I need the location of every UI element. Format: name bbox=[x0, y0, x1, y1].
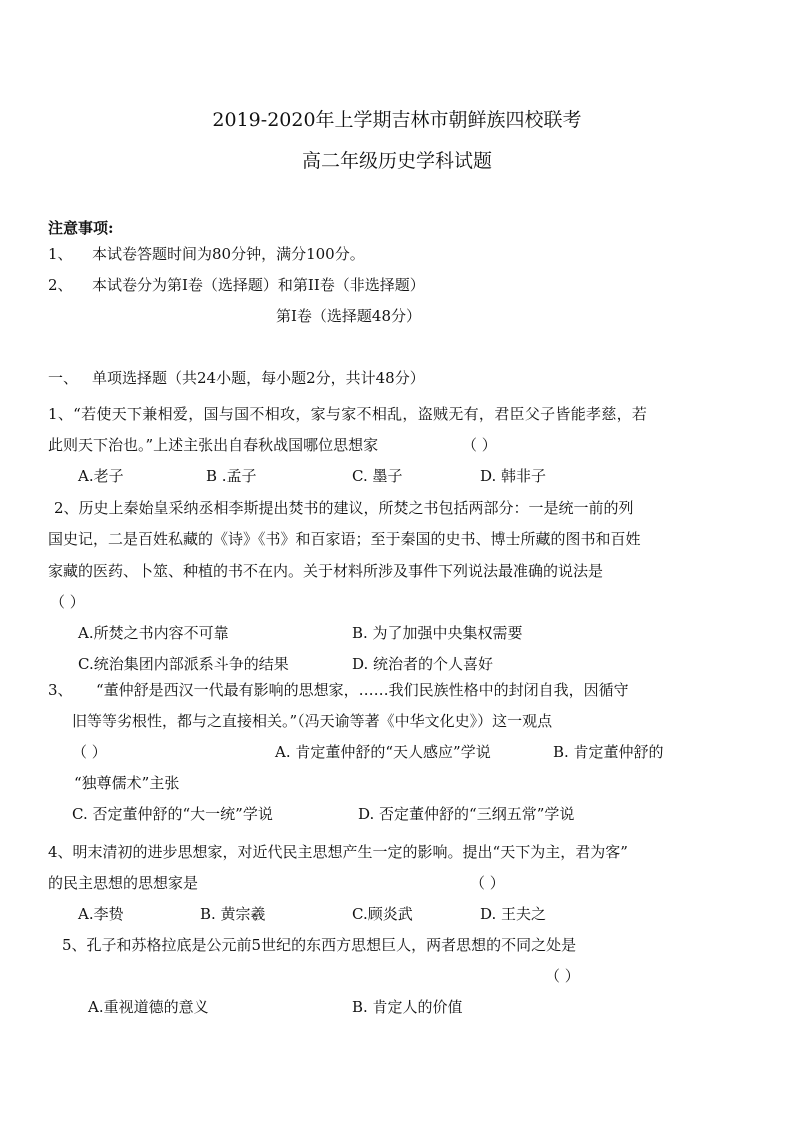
option-a: A.所焚之书内容不可靠 bbox=[78, 624, 229, 642]
question-text: 1、“若使天下兼相爱，国与国不相攻，家与家不相乱，盗贼无有，君臣父子皆能孝慈，若 bbox=[48, 405, 648, 423]
option-b: B. 为了加强中央集权需要 bbox=[352, 624, 523, 642]
answer-blank: （ ） bbox=[462, 436, 497, 454]
option-b-continued: “独尊儒术”主张 bbox=[74, 774, 180, 792]
option-b: B. 肯定董仲舒的 bbox=[553, 743, 664, 761]
note-text: 本试卷答题时间为80分钟，满分100分。 bbox=[92, 245, 365, 263]
question-number: 3、 bbox=[48, 681, 73, 699]
option-a: A. 肯定董仲舒的“天人感应”学说 bbox=[275, 743, 491, 761]
question-text: 此则天下治也。”上述主张出自春秋战国哪位思想家 bbox=[48, 436, 379, 454]
option-a: A.重视道德的意义 bbox=[88, 998, 209, 1016]
option-d: D. 统治者的个人喜好 bbox=[352, 655, 494, 673]
exam-subtitle: 高二年级历史学科试题 bbox=[301, 150, 492, 172]
option-b: B. 黄宗羲 bbox=[200, 905, 266, 923]
note-text: 本试卷分为第I卷（选择题）和第II卷（非选择题） bbox=[92, 276, 425, 294]
question-text: 旧等等劣根性，都与之直接相关。”（冯天谕等著《中华文化史》）这一观点 bbox=[72, 712, 553, 730]
answer-blank: （ ） bbox=[545, 967, 580, 985]
answer-blank: （ ） bbox=[50, 593, 85, 611]
notes-heading: 注意事项: bbox=[48, 219, 114, 237]
question-text: 国史记，二是百姓私藏的《诗》《书》和百家语；至于秦国的史书、博士所藏的图书和百姓 bbox=[48, 530, 641, 548]
option-c: C.统治集团内部派系斗争的结果 bbox=[78, 655, 289, 673]
question-text: 2、历史上秦始皇采纳丞相李斯提出焚书的建议，所焚之书包括两部分：一是统一前的列 bbox=[54, 499, 634, 517]
question-text: 5、孔子和苏格拉底是公元前5世纪的东西方思想巨人，两者思想的不同之处是 bbox=[62, 936, 577, 954]
answer-blank: （ ） bbox=[72, 743, 107, 761]
note-number: 2、 bbox=[48, 276, 73, 294]
exam-title: 2019-2020年上学期吉林市朝鲜族四校联考 bbox=[212, 109, 582, 131]
option-d: D. 否定董仲舒的“三纲五常”学说 bbox=[358, 805, 575, 823]
question-text: “董仲舒是西汉一代最有影响的思想家，……我们民族性格中的封闭自我，因循守 bbox=[96, 681, 629, 699]
option-b: B. 肯定人的价值 bbox=[352, 998, 463, 1016]
option-b: B .孟子 bbox=[206, 467, 257, 485]
option-c: C. 否定董仲舒的“大一统”学说 bbox=[72, 805, 273, 823]
question-text: 4、明末清初的进步思想家，对近代民主思想产生一定的影响。提出“天下为主，君为客” bbox=[48, 843, 628, 861]
option-d: D. 韩非子 bbox=[480, 467, 547, 485]
answer-blank: （ ） bbox=[470, 874, 505, 892]
question-text: 家藏的医药、卜筮、种植的书不在内。关于材料所涉及事件下列说法最准确的说法是 bbox=[48, 562, 604, 580]
question-text: 的民主思想的思想家是 bbox=[48, 874, 199, 892]
option-d: D. 王夫之 bbox=[480, 905, 547, 923]
section-heading: 单项选择题（共24小题，每小题2分，共计48分） bbox=[92, 369, 425, 387]
section-number: 一、 bbox=[48, 369, 79, 387]
option-c: C. 墨子 bbox=[352, 467, 403, 485]
option-a: A.李贽 bbox=[78, 905, 124, 923]
part-title: 第I卷（选择题48分） bbox=[276, 307, 422, 325]
note-number: 1、 bbox=[48, 245, 73, 263]
option-a: A.老子 bbox=[78, 467, 124, 485]
option-c: C.顾炎武 bbox=[352, 905, 413, 923]
